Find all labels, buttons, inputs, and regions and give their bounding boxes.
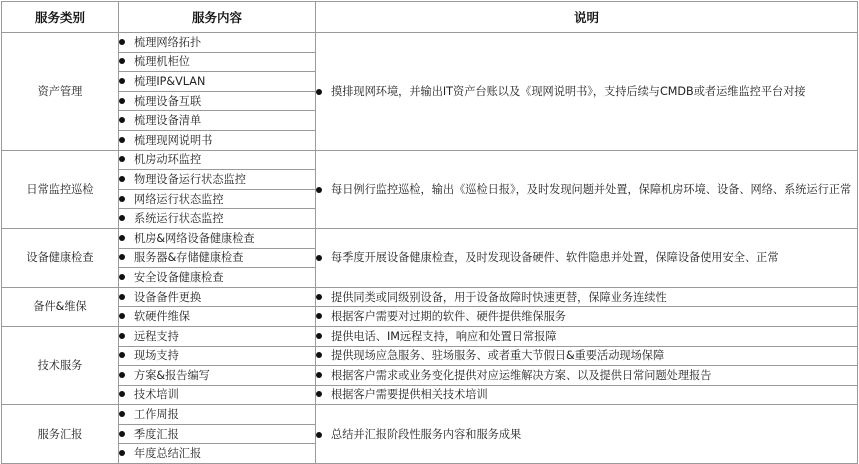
content-item — [119, 346, 316, 366]
content-item-label: 梳理设备清单 — [134, 114, 202, 128]
bullet-icon — [316, 333, 322, 339]
content-item — [119, 248, 316, 268]
content-item — [119, 424, 316, 444]
content-item-label: 梳理机柜位 — [134, 55, 190, 69]
bullet-icon — [119, 333, 125, 339]
content-item-label: 方案&报告编写 — [134, 368, 210, 382]
content-item-label: 工作周报 — [134, 408, 179, 422]
content-item — [119, 33, 316, 53]
bullet-icon — [119, 137, 125, 143]
bullet-icon — [119, 78, 125, 84]
bullet-icon — [119, 391, 125, 397]
bullet-icon — [316, 187, 322, 193]
bullet-icon — [119, 313, 125, 319]
table-row — [2, 33, 858, 53]
bullet-icon — [119, 58, 125, 64]
description-cell — [316, 307, 858, 327]
description-text: 根据客户需求或业务变化提供对应运维解决方案、以及提供日常问题处理报告 — [331, 368, 712, 382]
bullet-icon — [119, 98, 125, 104]
content-item-label: 梳理设备互联 — [134, 94, 202, 108]
table-row — [2, 405, 858, 425]
description-cell — [316, 287, 858, 307]
bullet-icon — [316, 432, 322, 438]
description-text: 每季度开展设备健康检查，及时发现设备硬件、软件隐患并处置，保障设备使用安全、正常 — [331, 251, 779, 265]
table-row — [2, 366, 858, 386]
bullet-icon — [316, 255, 322, 261]
bullet-icon — [316, 352, 322, 358]
content-item — [119, 326, 316, 346]
content-item — [119, 268, 316, 288]
description-text: 提供电话、IM远程支持，响应和处置日常报障 — [331, 329, 557, 343]
category-cell-tech-services: 技术服务 — [2, 326, 119, 404]
category-cell-health-check: 设备健康检查 — [2, 228, 119, 287]
category-cell-daily-monitoring: 日常监控巡检 — [2, 150, 119, 228]
content-item-label: 年度总结汇报 — [134, 447, 202, 461]
content-item-label: 服务器&存储健康检查 — [134, 251, 244, 265]
bullet-icon — [316, 294, 322, 300]
header-row — [2, 2, 858, 33]
content-item — [119, 287, 316, 307]
content-item-label: 梳理现网说明书 — [134, 133, 213, 147]
table-row — [2, 287, 858, 307]
bullet-icon — [119, 196, 125, 202]
description-cell — [316, 405, 858, 464]
description-cell — [316, 228, 858, 287]
description-cell — [316, 366, 858, 386]
content-item — [119, 72, 316, 92]
description-text: 提供同类或同级别设备，用于设备故障时快速更替，保障业务连续性 — [331, 290, 667, 304]
bullet-icon — [119, 431, 125, 437]
bullet-icon — [119, 411, 125, 417]
table-row — [2, 150, 858, 170]
bullet-icon — [316, 372, 322, 378]
table-row — [2, 326, 858, 346]
description-text: 根据客户需要提供相关技术培训 — [331, 388, 488, 402]
bullet-icon — [119, 235, 125, 241]
content-item-label: 现场支持 — [134, 349, 179, 363]
description-cell — [316, 326, 858, 346]
content-item-label: 机房&网络设备健康检查 — [134, 231, 255, 245]
table-row — [2, 385, 858, 405]
description-cell — [316, 346, 858, 366]
description-text: 每日例行监控巡检，输出《巡检日报》，及时发现问题并处置，保障机房环境、设备、网络、系统运行正常 — [331, 182, 852, 196]
bullet-icon — [119, 372, 125, 378]
service-table — [1, 1, 858, 464]
category-cell-service-report: 服务汇报 — [2, 405, 119, 464]
bullet-icon — [316, 89, 322, 95]
header-description: 说明 — [316, 2, 858, 33]
content-item — [119, 150, 316, 170]
content-item — [119, 209, 316, 229]
header-category: 服务类别 — [2, 2, 119, 33]
bullet-icon — [119, 117, 125, 123]
bullet-icon — [316, 313, 322, 319]
bullet-icon — [119, 156, 125, 162]
content-item-label: 远程支持 — [134, 329, 179, 343]
content-item-label: 梳理网络拓扑 — [134, 35, 202, 49]
content-item — [119, 52, 316, 72]
content-item — [119, 366, 316, 386]
description-text: 摸排现网环境，并输出IT资产台账以及《现网说明书》，支持后续与CMDB或者运维监控平台对接 — [331, 84, 806, 98]
content-item — [119, 444, 316, 464]
bullet-icon — [119, 352, 125, 358]
content-item-label: 机房动环监控 — [134, 153, 202, 167]
bullet-icon — [119, 39, 125, 45]
content-item — [119, 385, 316, 405]
description-text: 提供现场应急服务、驻场服务、或者重大节假日&重要活动现场保障 — [331, 349, 665, 363]
content-item — [119, 405, 316, 425]
content-item-label: 软硬件维保 — [134, 310, 190, 324]
category-cell-asset-management: 资产管理 — [2, 33, 119, 151]
table-row — [2, 346, 858, 366]
content-item — [119, 111, 316, 131]
content-item-label: 安全设备健康检查 — [134, 270, 224, 284]
description-cell — [316, 150, 858, 228]
bullet-icon — [119, 215, 125, 221]
content-item — [119, 170, 316, 190]
content-item-label: 技术培训 — [134, 388, 179, 402]
content-item-label: 梳理IP&VLAN — [134, 74, 206, 88]
bullet-icon — [119, 450, 125, 456]
description-text: 根据客户需要对过期的软件、硬件提供维保服务 — [331, 310, 566, 324]
description-text: 总结并汇报阶段性服务内容和服务成果 — [331, 427, 522, 441]
category-cell-spare-parts: 备件&维保 — [2, 287, 119, 326]
content-item-label: 系统运行状态监控 — [134, 212, 224, 226]
content-item-label: 季度汇报 — [134, 427, 179, 441]
description-cell — [316, 385, 858, 405]
content-item-label: 网络运行状态监控 — [134, 192, 224, 206]
content-item-label: 设备备件更换 — [134, 290, 202, 304]
content-item-label: 物理设备运行状态监控 — [134, 172, 246, 186]
bullet-icon — [119, 274, 125, 280]
content-item — [119, 130, 316, 150]
table-row — [2, 307, 858, 327]
table-row — [2, 228, 858, 248]
description-cell — [316, 33, 858, 151]
bullet-icon — [119, 176, 125, 182]
bullet-icon — [119, 254, 125, 260]
content-item — [119, 91, 316, 111]
header-content: 服务内容 — [119, 2, 316, 33]
content-item — [119, 228, 316, 248]
content-item — [119, 307, 316, 327]
content-item — [119, 189, 316, 209]
bullet-icon — [119, 294, 125, 300]
bullet-icon — [316, 391, 322, 397]
